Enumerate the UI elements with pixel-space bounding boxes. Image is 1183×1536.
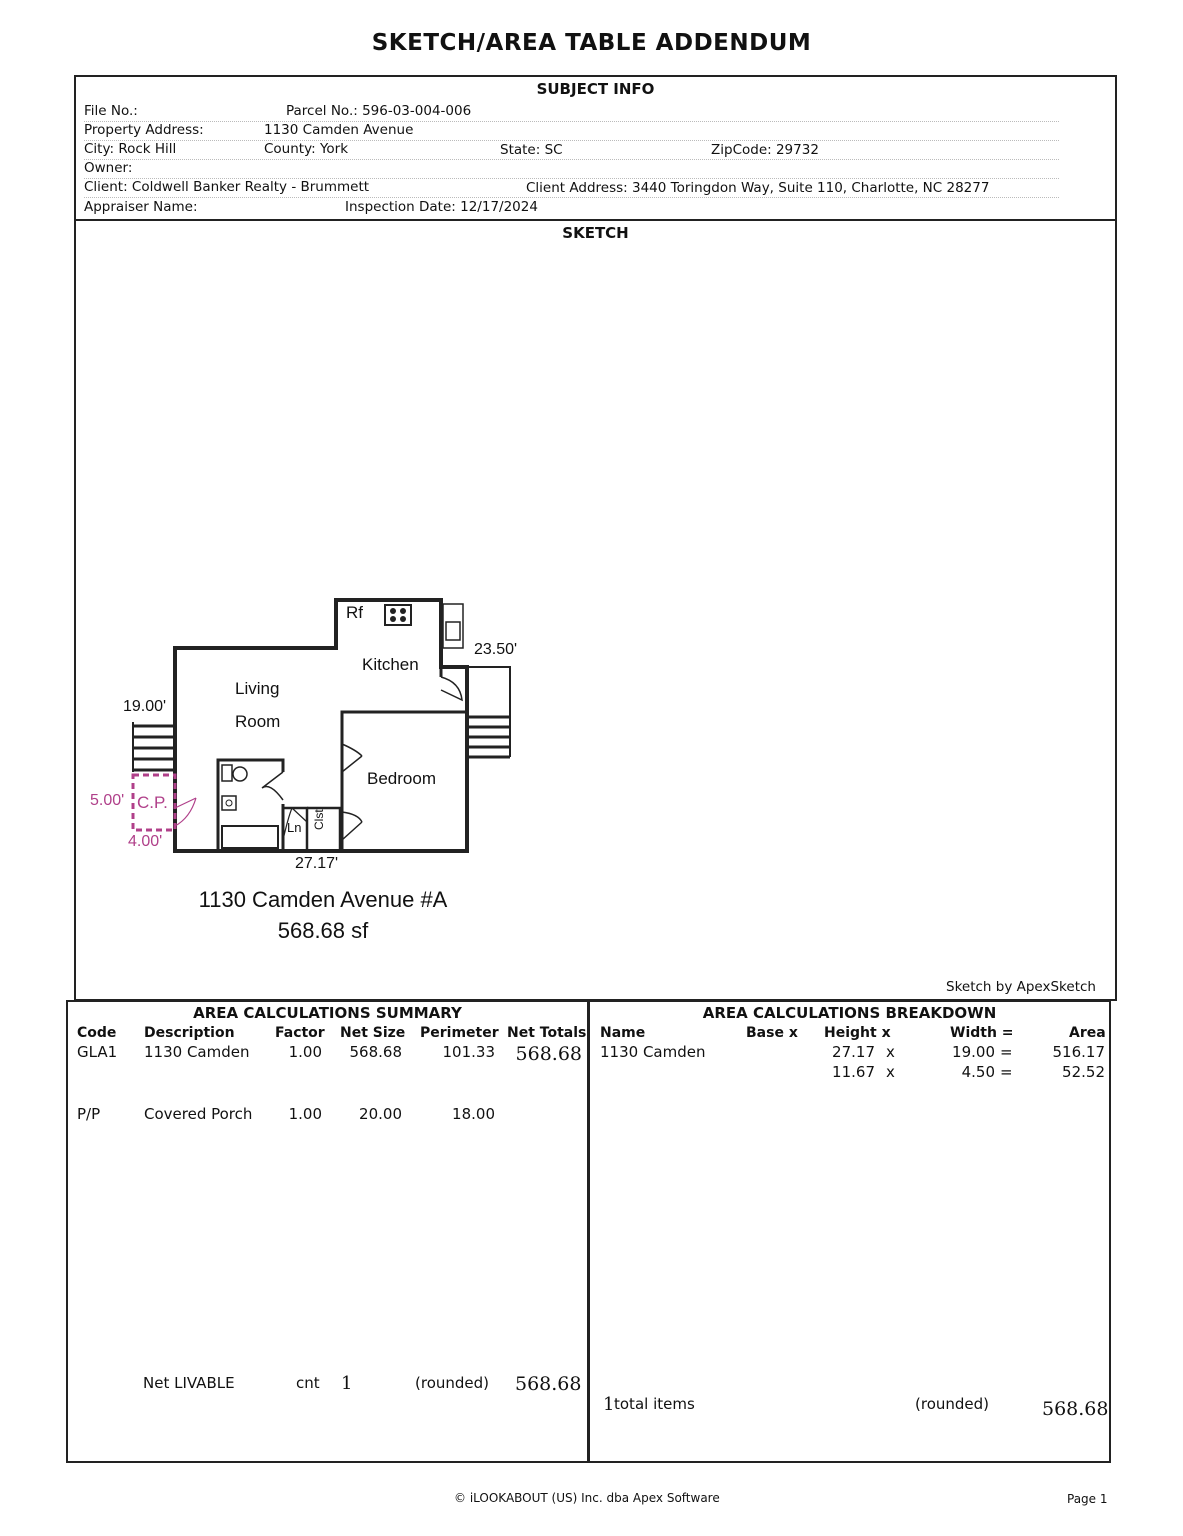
parcel-no: Parcel No.: 596-03-004-006 — [286, 103, 472, 119]
toilet-icon — [233, 767, 247, 781]
row-net-total: 568.68 — [515, 1043, 582, 1065]
row-perimeter: 101.33 — [442, 1043, 495, 1061]
col-net-size: Net Size — [340, 1025, 406, 1041]
row-net-size: 20.00 — [359, 1105, 402, 1123]
col-net-totals: Net Totals — [507, 1025, 587, 1041]
door-icon — [342, 812, 362, 840]
appraiser-label: Appraiser Name: — [84, 199, 198, 215]
breakdown-total-items-label: total items — [614, 1395, 695, 1413]
dim-bottom: 27.17' — [295, 855, 339, 872]
door-icon — [262, 772, 283, 800]
row-width: 4.50 — [961, 1063, 995, 1081]
sink-icon — [222, 796, 236, 810]
dim-top-right: 23.50' — [474, 641, 518, 658]
row-width: 19.00 — [952, 1043, 995, 1061]
row-factor: 1.00 — [288, 1105, 322, 1123]
row-eq-sign: = — [1000, 1063, 1013, 1081]
kitchen-sink-icon — [446, 622, 460, 640]
owner-label: Owner: — [84, 160, 133, 176]
toilet-icon — [222, 765, 232, 781]
row-area: 52.52 — [1062, 1063, 1105, 1081]
city: City: Rock Hill — [84, 141, 177, 157]
county: County: York — [264, 141, 349, 157]
door-icon — [175, 798, 196, 826]
label-rf: Rf — [346, 603, 363, 622]
sketch-credit: Sketch by ApexSketch — [946, 979, 1096, 995]
row-perimeter: 18.00 — [452, 1105, 495, 1123]
col-description: Description — [144, 1025, 235, 1041]
label-ln: Ln — [287, 820, 302, 835]
row-code: GLA1 — [77, 1043, 118, 1061]
col-width: Width = — [950, 1025, 1014, 1041]
net-livable-total: 568.68 — [515, 1373, 582, 1395]
summary-header: AREA CALCULATIONS SUMMARY — [193, 1004, 462, 1022]
left-stairs — [133, 726, 175, 770]
col-name: Name — [600, 1025, 646, 1041]
dim-left: 19.00' — [123, 698, 167, 715]
property-address: 1130 Camden Avenue — [264, 122, 414, 138]
row-factor: 1.00 — [288, 1043, 322, 1061]
label-room: Room — [235, 712, 281, 731]
breakdown-header: AREA CALCULATIONS BREAKDOWN — [702, 1004, 997, 1022]
row-description: Covered Porch — [144, 1105, 253, 1123]
property-address-label: Property Address: — [84, 122, 204, 138]
row-x-sign: x — [886, 1043, 895, 1061]
porch-outline — [467, 667, 510, 757]
breakdown-count: 1 — [603, 1394, 615, 1415]
sketch-header: SKETCH — [562, 224, 629, 242]
net-livable-cnt-label: cnt — [296, 1374, 320, 1392]
door-icon — [342, 744, 362, 772]
breakdown-name: 1130 Camden — [600, 1043, 706, 1061]
tub-icon — [222, 826, 278, 848]
zipcode: ZipCode: 29732 — [711, 142, 819, 158]
summary-frame — [66, 1000, 589, 1463]
row-eq-sign: = — [1000, 1043, 1013, 1061]
net-livable-label: Net LIVABLE — [143, 1374, 235, 1392]
col-height: Height x — [824, 1025, 891, 1041]
label-bedroom: Bedroom — [367, 769, 436, 788]
door-icon — [441, 677, 462, 700]
row-x-sign: x — [886, 1063, 895, 1081]
label-clst: Clst — [312, 809, 326, 830]
dim-cp-height: 5.00' — [90, 792, 125, 809]
right-stairs — [467, 717, 510, 757]
copyright: © iLOOKABOUT (US) Inc. dba Apex Software — [454, 1491, 720, 1505]
row-height: 11.67 — [832, 1063, 875, 1081]
net-livable-cnt: 1 — [341, 1373, 353, 1394]
label-kitchen: Kitchen — [362, 655, 419, 674]
col-base: Base x — [746, 1025, 798, 1041]
client-address: Client Address: 3440 Toringdon Way, Suite 110, Charlotte, NC 28277 — [526, 180, 990, 196]
col-perimeter: Perimeter — [420, 1025, 499, 1041]
sketch-caption-address: 1130 Camden Avenue #A — [198, 887, 448, 912]
breakdown-rounded-label: (rounded) — [915, 1395, 990, 1413]
breakdown-total: 568.68 — [1042, 1398, 1109, 1420]
row-net-size: 568.68 — [349, 1043, 402, 1061]
label-cp: C.P. — [137, 793, 168, 812]
dim-cp-width: 4.00' — [128, 833, 163, 850]
page-title: SKETCH/AREA TABLE ADDENDUM — [371, 30, 812, 56]
row-area: 516.17 — [1052, 1043, 1105, 1061]
client: Client: Coldwell Banker Realty - Brummett — [84, 179, 370, 195]
file-no-label: File No.: — [84, 103, 138, 119]
subject-info-header: SUBJECT INFO — [536, 80, 655, 98]
col-code: Code — [77, 1025, 117, 1041]
net-livable-rounded-label: (rounded) — [415, 1374, 490, 1392]
row-description: 1130 Camden — [144, 1043, 250, 1061]
col-factor: Factor — [275, 1025, 325, 1041]
row-height: 27.17 — [832, 1043, 875, 1061]
page-number: Page 1 — [1067, 1492, 1108, 1506]
col-area: Area — [1069, 1025, 1106, 1041]
row-code: P/P — [77, 1105, 101, 1123]
inspection-date: Inspection Date: 12/17/2024 — [345, 199, 538, 215]
state: State: SC — [500, 142, 563, 158]
label-living: Living — [235, 679, 280, 698]
sink-icon — [226, 800, 232, 806]
sketch-caption-area: 568.68 sf — [277, 918, 369, 943]
stove-icon — [385, 605, 411, 625]
